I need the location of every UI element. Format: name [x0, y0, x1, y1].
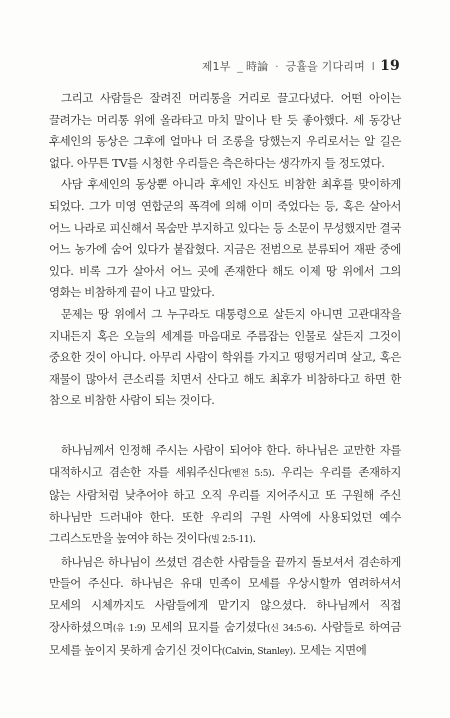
header-separator: _ — [237, 60, 243, 73]
scripture-reference: (유 1:9) — [112, 623, 146, 634]
paragraph — [49, 440, 401, 552]
page-number: 19 — [380, 58, 400, 74]
header-divider: I — [371, 60, 376, 73]
scripture-reference: (빌 2:5-11) — [207, 535, 253, 546]
header-chapter-title: 긍휼을 기다리며 — [285, 60, 365, 73]
header-dot: · — [275, 60, 279, 73]
scripture-reference: (벧전 5:5) — [228, 468, 272, 479]
paragraph-text: . 모세는 지면에 — [292, 643, 367, 658]
paragraph: 그리고 사람들은 잘려진 머리통을 거리로 끌고다녔다. 어떤 아이는 끌려가는 머리통 위에 올라타고 마치 말이나 탄 듯 좋아했다. 세 동강난 후세인의 동상은 그후에 얼마나 더 조롱을 당했는지 우리로서는 알 길은 없다. 아무튼 TV를 시청한 우리들은 측은하다는 생각까지 들 정도였다. — [49, 91, 401, 170]
paragraph-text: . — [252, 531, 256, 546]
paragraph: 문제는 땅 위에서 그 누구라도 대통령으로 살든지 아니면 고관대작을 지내든지 혹은 오늘의 세계를 마음대로 주름잡는 인물로 살든지 그것이 중요한 것이 아니다. 아무리 사람이 학위를 가지고 떵떵거리며 살고, 혹은 재물이 많아서 큰소리를 치면서 산다고 해도 최후가 비참하다고 하면 한 참으로 비참한 사람이 되는 것이다. — [49, 306, 401, 408]
header-part: 제1부 — [201, 60, 231, 73]
paragraph-text: 하나님께서 인정해 주시는 사람이 되어야 한다. 하나님은 교만한 자를 대적하시고 겸손한 자를 세워주신다 — [49, 442, 401, 479]
running-header — [202, 58, 400, 74]
paragraph-text: . 우리는 우리를 존재하지 않는 사람처럼 낮추어야 하고 오직 우리를 지어주시고 또 구원해 주신 하나님만 드러내야 한다. 또한 우리의 구원 사역에 사용되었던 예수 그리스도만을 높여야 하는 것이다 — [49, 464, 401, 546]
scripture-reference: (신 34:5-6) — [266, 623, 314, 634]
body-text — [49, 88, 401, 664]
citation: (Calvin, Stanley) — [221, 647, 293, 658]
paragraph: 사담 후세인의 동상뿐 아니라 후세인 자신도 비참한 최후를 맞이하게 되었다. 그가 미영 연합군의 폭격에 의해 이미 죽었다는 등, 혹은 살아서 어느 나라로 피신해서 목숨만 부지하고 있다는 등 소문이 무성했지만 결국 어느 농가에 숨어 있다가 붙잡혔다. 지금은 전범으로 분류되어 재판 중에 있다. 비록 그가 살아서 어느 곳에 존재한다 해도 이제 땅 위에서 그의 영화는 비참하게 끝이 나고 말았다. — [49, 177, 401, 300]
header-section: 時論 — [245, 60, 269, 73]
paragraph-text: . 사람들로 하여금 모세를 높이지 못하게 숨기신 것이다 — [49, 619, 401, 658]
section-break — [49, 412, 401, 440]
paragraph-text: 모세의 묘지를 숨기셨다 — [145, 619, 267, 634]
paragraph — [49, 552, 401, 664]
paragraph-text: 하나님은 하나님이 쓰셨던 겸손한 사람들을 끝까지 돌보셔서 겸손하게 만들어 주신다. 하나님은 유대 민족이 모세를 우상시할까 염려하셔서 모세의 시체까지도 사람들에게 맡기지 않으셨다. 하나님께서 직접 장사하셨으며 — [49, 554, 401, 634]
